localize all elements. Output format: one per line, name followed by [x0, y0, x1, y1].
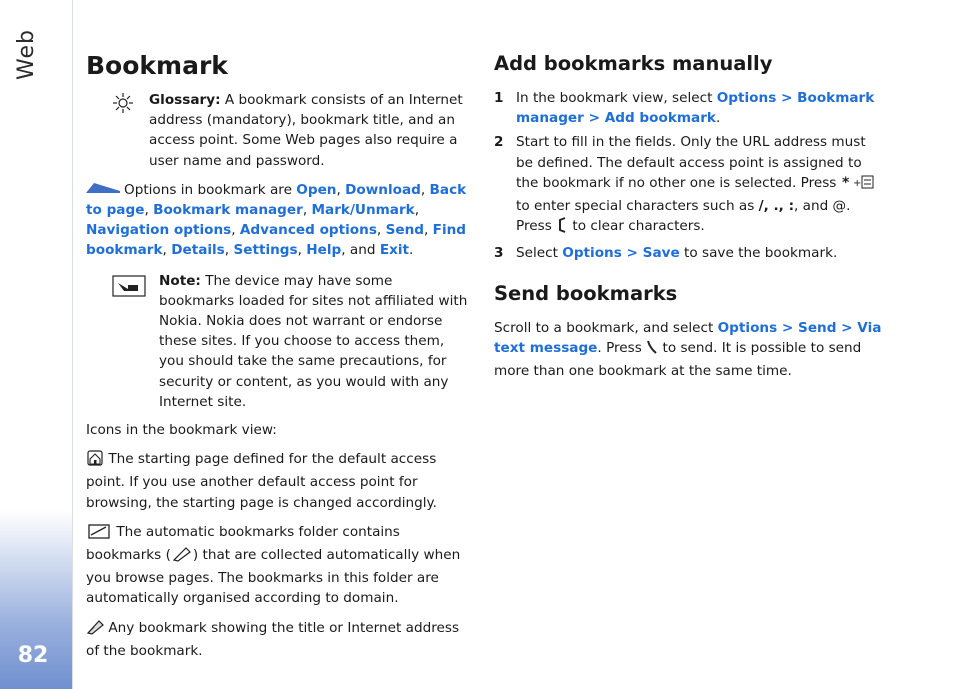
page-title: Bookmark — [86, 51, 228, 80]
icons-intro: Icons in the bookmark view: — [86, 422, 277, 439]
step-3-path: Options > Save — [562, 245, 680, 262]
icon-home-text: The starting page defined for the default access point. If you use another default access point for browsing, the starting page is changed accordingly. — [86, 451, 437, 511]
tip-arrow-icon — [86, 179, 120, 199]
step-1-path: Options > Bookmark manager > Add bookmark — [516, 90, 875, 127]
option-download: Download — [345, 181, 421, 198]
glossary-block — [86, 90, 470, 171]
step-number: 2 — [494, 134, 504, 151]
section-label: Web — [14, 29, 39, 80]
auto-bookmarks-folder-icon — [86, 523, 112, 545]
left-column — [86, 50, 470, 670]
star-key-icon — [841, 174, 875, 196]
icon-desc-bookmark — [86, 618, 470, 661]
icon-folder-text-b: ) that are collected automatically when you browse pages. The bookmarks in this folder are automatically organised according to domain. — [86, 547, 461, 607]
note-text: The device may have some bookmarks loaded for sites not affiliated with Nokia. Nokia does not warrant or endorse these sites. If you choose to access them, you should take the same precautions, for security or content, as you would with any Internet site. — [159, 272, 468, 410]
step-number: 1 — [494, 90, 504, 106]
bookmark-icon — [171, 546, 193, 568]
step-2: 2 Start to fill in the fields. Only the URL address must be defined. The default access point is assigned to the bookmark if no other one is selected. Press * + to enter special characters such as /, ., :, and @. Press to clear characters. — [494, 132, 886, 239]
option-find-bookmark: Find bookmark — [86, 222, 467, 259]
option-advanced-options: Advanced options — [239, 222, 377, 239]
section-title-send-bookmarks: Send bookmarks — [494, 281, 678, 305]
option-back-to-page: Back to page — [86, 181, 467, 219]
option-settings: Settings — [233, 242, 298, 259]
note-hand-icon — [112, 275, 146, 303]
option-details: Details — [171, 242, 225, 259]
option-bookmark-manager: Bookmark manager — [153, 202, 303, 219]
option-open: Open — [296, 181, 337, 198]
svg-text:*: * — [841, 174, 850, 190]
glossary-text: A bookmark consists of an Internet address (mandatory), bookmark title, and an access point. Some Web pages also require a user name and password. — [149, 92, 463, 169]
tip-intro: Options in bookmark are — [124, 181, 297, 198]
icon-bookmark-text: Any bookmark showing the title or Internet address of the bookmark. — [86, 619, 460, 659]
note-label: Note: — [159, 272, 201, 289]
icon-desc-folder — [86, 522, 470, 609]
icon-desc-home — [86, 449, 470, 513]
page-number: 82 — [17, 643, 49, 668]
note-block — [86, 271, 470, 412]
right-column — [494, 50, 886, 381]
step-3: 3 Select Options > Save to save the bookmark. — [494, 243, 886, 263]
svg-text:+: + — [852, 177, 862, 189]
clear-key-icon — [556, 217, 568, 239]
tip-block: Options in bookmark are Open, Download, Back to page, Bookmark manager, Mark/Unmark, Navigation options, Advanced options, Send, Find bookmark, Details, Settings, Help, and Exit. — [86, 179, 470, 261]
step-1: 1 In the bookmark view, select Options > Bookmark manager > Add bookmark. — [494, 90, 875, 127]
option-help: Help — [306, 242, 342, 259]
home-page-icon — [86, 450, 104, 472]
glossary-label: Glossary: — [149, 92, 221, 108]
send-bookmarks-text: Scroll to a bookmark, and select Options > Send > Via text message. Press to send. It is possible to send more than one bookmark at the same time. — [494, 319, 882, 380]
bookmark-icon — [86, 619, 104, 641]
add-bookmark-steps — [494, 88, 886, 264]
sidebar — [0, 0, 73, 689]
special-characters: /, ., : — [758, 198, 795, 215]
icon-folder-text-a: The automatic bookmarks folder contains bookmarks ( — [86, 523, 400, 564]
call-key-icon — [646, 339, 658, 361]
send-path: Options > Send > Via text message — [494, 319, 882, 356]
option-send: Send — [385, 222, 424, 239]
option-mark-unmark: Mark/Unmark — [311, 202, 415, 219]
step-number: 3 — [494, 245, 504, 262]
option-navigation-options: Navigation options — [86, 222, 232, 239]
option-exit: Exit — [379, 242, 410, 259]
lightbulb-icon — [112, 92, 134, 120]
section-title-add-bookmarks: Add bookmarks manually — [494, 52, 773, 75]
